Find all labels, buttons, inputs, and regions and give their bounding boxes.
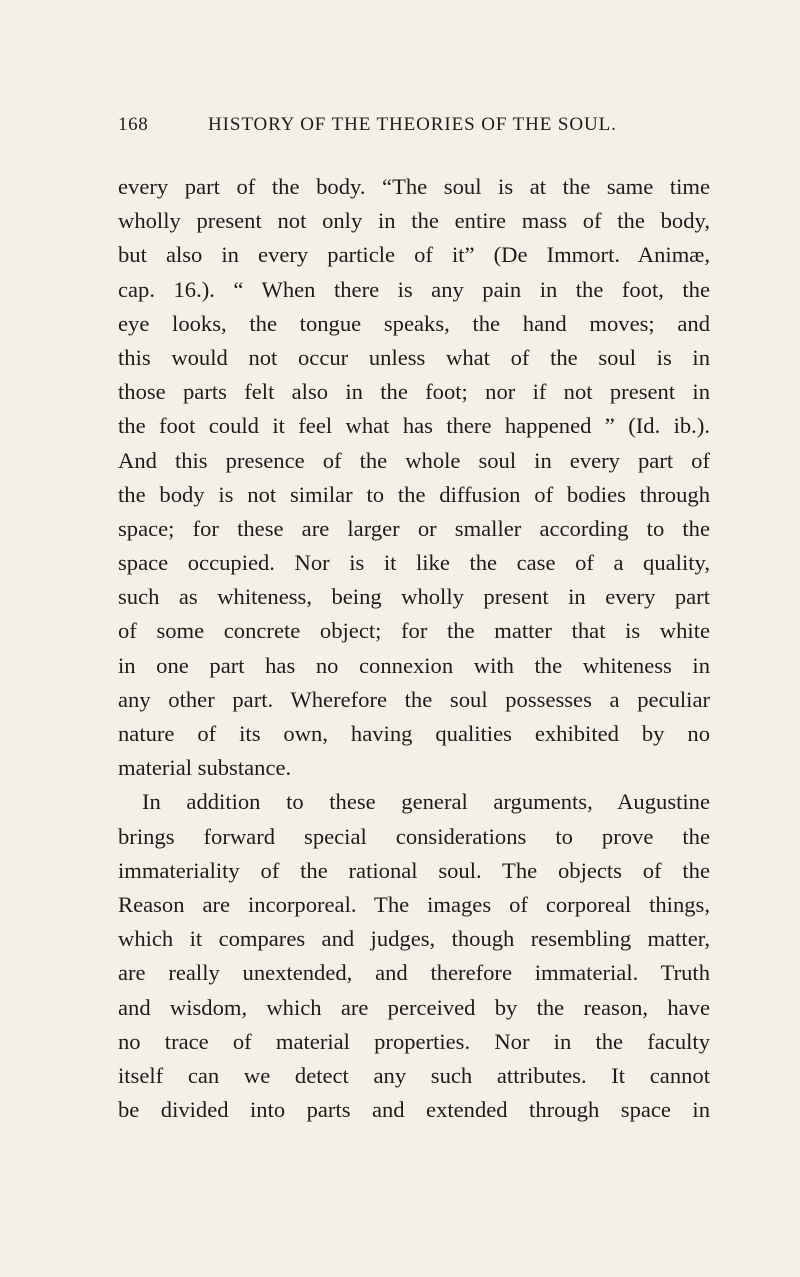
running-head <box>118 114 710 144</box>
text-line: eye looks, the tongue speaks, the hand moves; and <box>118 310 710 336</box>
text-line: itself can we detect any such attributes. It cannot <box>118 1062 710 1088</box>
text-line: but also in every particle of it” (De Immort. Animæ, <box>118 242 710 268</box>
text-line: be divided into parts and extended through space in <box>118 1097 710 1123</box>
text-line: no trace of material properties. Nor in the faculty <box>118 1028 710 1054</box>
text-line: And this presence of the whole soul in every part of <box>118 447 710 473</box>
text-line: nature of its own, having qualities exhibited by no <box>118 721 710 746</box>
text-line: of some concrete object; for the matter that is white <box>118 618 710 644</box>
body-text <box>118 170 710 1127</box>
text-line: such as whiteness, being wholly present in every part <box>118 584 710 610</box>
running-title: HISTORY OF THE THEORIES OF THE SOUL. <box>208 114 617 135</box>
text-line: wholly present not only in the entire mass of the body, <box>118 208 710 234</box>
text-line: cap. 16.). “ When there is any pain in the foot, the <box>118 276 710 302</box>
text-line: this would not occur unless what of the soul is in <box>118 344 710 370</box>
text-line: Reason are incorporeal. The images of corporeal things, <box>118 891 710 917</box>
text-line: any other part. Wherefore the soul possesses a peculiar <box>118 686 710 712</box>
page-number: 168 <box>118 114 149 135</box>
text-line: space occupied. Nor is it like the case of a quality, <box>118 550 710 576</box>
text-line: which it compares and judges, though resembling matter, <box>118 926 710 952</box>
text-line: material substance. <box>118 755 292 781</box>
text-line: those parts felt also in the foot; nor if not present in <box>118 379 710 405</box>
text-line: in one part has no connexion with the whiteness in <box>118 652 710 678</box>
text-line: the body is not similar to the diffusion of bodies through <box>118 481 710 507</box>
text-line: are really unextended, and therefore immaterial. Truth <box>118 960 710 986</box>
text-line: and wisdom, which are perceived by the reason, have <box>118 994 710 1020</box>
text-line: brings forward special considerations to prove the <box>118 823 710 849</box>
text-line: space; for these are larger or smaller according to the <box>118 515 710 541</box>
text-line: the foot could it feel what has there happened ” (Id. ib.). <box>118 413 710 439</box>
text-line: immateriality of the rational soul. The objects of the <box>118 857 710 883</box>
text-line: every part of the body. “The soul is at the same time <box>118 174 710 199</box>
text-line: In addition to these general arguments, Augustine <box>142 789 710 815</box>
